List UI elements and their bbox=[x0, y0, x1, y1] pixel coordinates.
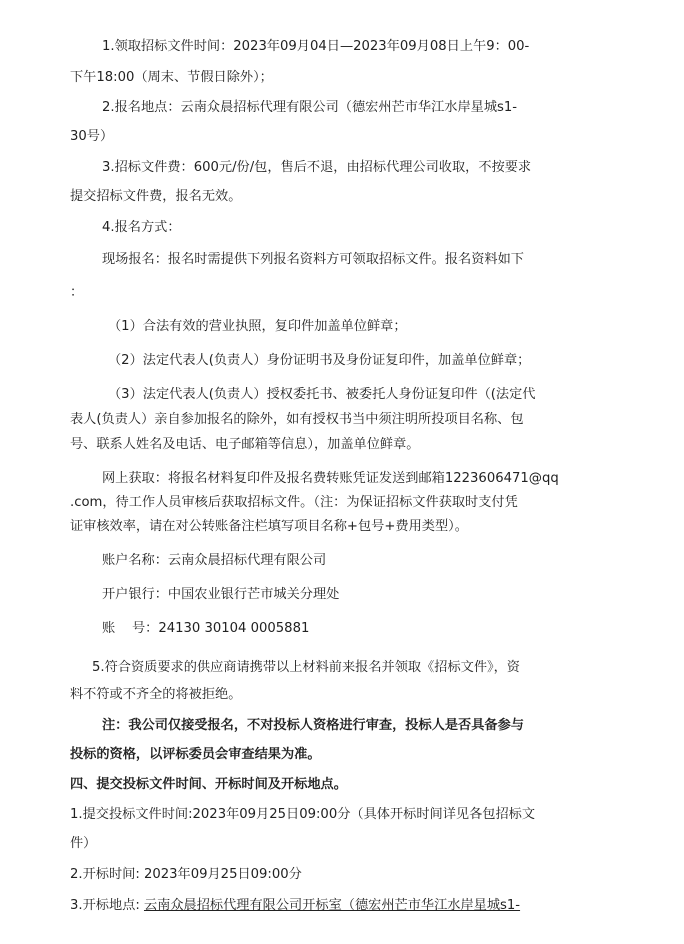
section4-item1-line1: 1.提交投标文件时间:2023年09月25日09:00分（具体开标时间详见各包招标文 bbox=[70, 807, 536, 822]
account-number: 账 号：24130 30104 0005881 bbox=[102, 621, 310, 636]
section4-item3-prefix: 3.开标地点: bbox=[70, 898, 144, 913]
item3-line2: 提交招标文件费，报名无效。 bbox=[70, 189, 242, 204]
note-line1: 注：我公司仅接受报名，不对投标人资格进行审查，投标人是否具备参与 bbox=[102, 718, 524, 733]
onsite-line2: ： bbox=[70, 285, 84, 300]
section4-heading: 四、提交投标文件时间、开标时间及开标地点。 bbox=[70, 777, 347, 792]
bank-name: 开户银行：中国农业银行芒市城关分理处 bbox=[102, 587, 340, 602]
note-line2: 投标的资格，以评标委员会审查结果为准。 bbox=[70, 747, 321, 762]
item5-line1: 5.符合资质要求的供应商请携带以上材料前来报名并领取《招标文件》，资 bbox=[92, 660, 520, 675]
requirement-3-line3: 号、联系人姓名及电话、电子邮箱等信息），加盖单位鲜章。 bbox=[70, 437, 420, 452]
requirement-3-line1: （3）法定代表人(负责人）授权委托书、被委托人身份证复印件（(法定代 bbox=[108, 387, 536, 402]
item1-line1: 1.领取招标文件时间：2023年09月04日—2023年09月08日上午9：00- bbox=[102, 39, 530, 54]
account-name: 账户名称：云南众晨招标代理有限公司 bbox=[102, 553, 327, 568]
requirement-2: （2）法定代表人(负责人）身份证明书及身份证复印件，加盖单位鲜章； bbox=[108, 353, 531, 368]
section4-item2: 2.开标时间: 2023年09月25日09:00分 bbox=[70, 867, 302, 882]
section4-item1-line2: 件） bbox=[70, 836, 97, 851]
item4-title: 4.报名方式： bbox=[102, 220, 181, 235]
bid-opening-location: 云南众晨招标代理有限公司开标室（德宏州芒市华江水岸星城s1- bbox=[143, 898, 521, 913]
online-line1: 网上获取：将报名材料复印件及报名费转账凭证发送到邮箱1223606471@qq bbox=[102, 471, 559, 486]
online-line3: 证审核效率，请在对公转账备注栏填写项目名称+包号+费用类型）。 bbox=[70, 519, 468, 534]
onsite-line1: 现场报名：报名时需提供下列报名资料方可领取招标文件。报名资料如下 bbox=[102, 252, 524, 267]
item1-line2: 下午18:00（周末、节假日除外）； bbox=[70, 70, 273, 85]
item5-line2: 料不符或不齐全的将被拒绝。 bbox=[70, 687, 242, 702]
item2-line1: 2.报名地点：云南众晨招标代理有限公司（德宏州芒市华江水岸星城s1- bbox=[102, 100, 518, 115]
requirement-1: （1）合法有效的营业执照，复印件加盖单位鲜章； bbox=[108, 319, 407, 334]
section4-item3 bbox=[70, 897, 520, 915]
item3-line1: 3.招标文件费：600元/份/包，售后不退，由招标代理公司收取，不按要求 bbox=[102, 160, 532, 175]
online-line2: .com，待工作人员审核后获取招标文件。（注：为保证招标文件获取时支付凭 bbox=[70, 495, 518, 510]
item2-line2: 30号） bbox=[70, 129, 114, 144]
requirement-3-line2: 表人(负责人）亲自参加报名的除外，如有授权书当中须注明所投项目名称、包 bbox=[70, 412, 524, 427]
